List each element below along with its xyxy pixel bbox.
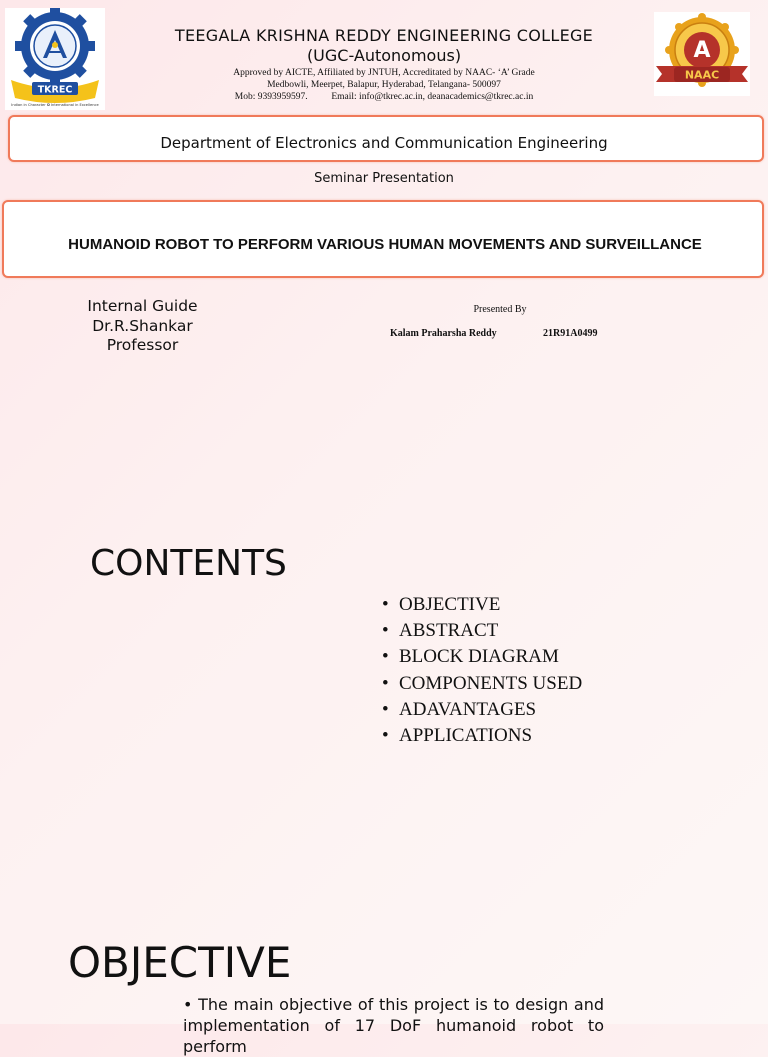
presenter-roll: 21R91A0499 [543, 328, 598, 339]
guide-name: Dr.R.Shankar [92, 316, 193, 335]
presented-by-label: Presented By [473, 304, 527, 315]
contact-line: Mob: 9393959597. Email: info@tkrec.ac.in, deanacademics@tkrec.ac.in [234, 92, 534, 102]
approval-line: Approved by AICTE, Affiliated by JNTUH, Accreditated by NAAC- ‘A’ Grade [233, 68, 535, 78]
presentation-type: Seminar Presentation [314, 171, 454, 186]
college-status: (UGC-Autonomous) [306, 46, 462, 65]
logo-left-tagline: Indian in Character ✪ International in Excellence [11, 103, 99, 107]
list-item: • APPLICATIONS [382, 723, 582, 749]
list-item: • OBJECTIVE [382, 592, 582, 618]
contents-heading: CONTENTS [90, 543, 287, 584]
college-name: TEEGALA KRISHNA REDDY ENGINEERING COLLEGE [174, 26, 594, 45]
naac-logo [654, 12, 750, 96]
department-name: Department of Electronics and Communication Engineering [160, 134, 608, 152]
address-line: Medbowli, Meerpet, Balapur, Hyderabad, Telangana- 500097 [267, 80, 501, 90]
list-item: • COMPONENTS USED [382, 671, 582, 697]
naac-grade-letter: A [693, 38, 711, 63]
naac-logo-text: NAAC [684, 68, 720, 82]
college-logo [5, 8, 105, 110]
project-title: HUMANOID ROBOT TO PERFORM VARIOUS HUMAN MOVEMENTS AND SURVEILLANCE [68, 236, 702, 253]
guide-label: Internal Guide [87, 297, 198, 315]
logo-left-text: TKREC [37, 84, 73, 96]
guide-block [60, 297, 225, 356]
guide-designation: Professor [106, 336, 179, 354]
list-item: • ADAVANTAGES [382, 697, 582, 723]
presenter-name: Kalam Praharsha Reddy [390, 328, 497, 339]
contents-list [382, 592, 582, 749]
objective-text: • The main objective of this project is to design and implementation of 17 DoF humanoid robot to perform [183, 995, 604, 1056]
college-meta [110, 67, 658, 103]
objective-heading: OBJECTIVE [68, 938, 292, 987]
list-item: • ABSTRACT [382, 618, 582, 644]
list-item: • BLOCK DIAGRAM [382, 644, 582, 670]
presenter-row [390, 328, 598, 339]
